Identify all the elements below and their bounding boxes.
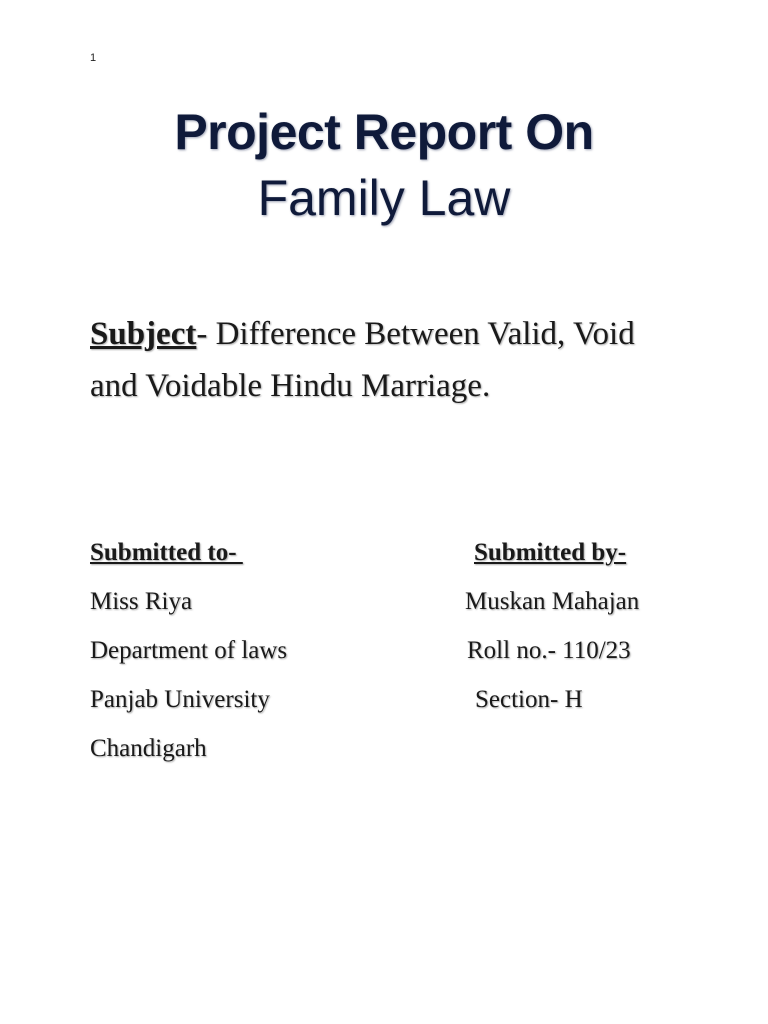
university-name: Panjab University <box>90 686 270 713</box>
city-name: Chandigarh <box>90 735 207 762</box>
submitted-by-heading: Submitted by- <box>474 539 627 566</box>
submitted-by-section <box>465 528 725 724</box>
subject-text-1: - Difference Between Valid, Void <box>196 316 635 352</box>
subject-line-1 <box>90 308 690 360</box>
subject-label: Subject <box>90 316 197 352</box>
subject-text-2: and Voidable Hindu Marriage. <box>90 368 491 404</box>
page-number: 1 <box>90 52 97 64</box>
student-name: Muskan Mahajan <box>465 588 640 615</box>
teacher-name: Miss Riya <box>90 588 193 615</box>
submitted-to-section <box>90 528 430 773</box>
department-name: Department of laws <box>90 637 288 664</box>
title-block <box>0 100 768 232</box>
section: Section- H <box>475 686 583 713</box>
submitted-to-heading: Submitted to- <box>90 539 243 566</box>
subject-block <box>90 308 690 412</box>
report-title: Project Report On <box>174 104 594 160</box>
report-topic: Family Law <box>257 170 511 226</box>
roll-number: Roll no.- 110/23 <box>467 637 631 664</box>
